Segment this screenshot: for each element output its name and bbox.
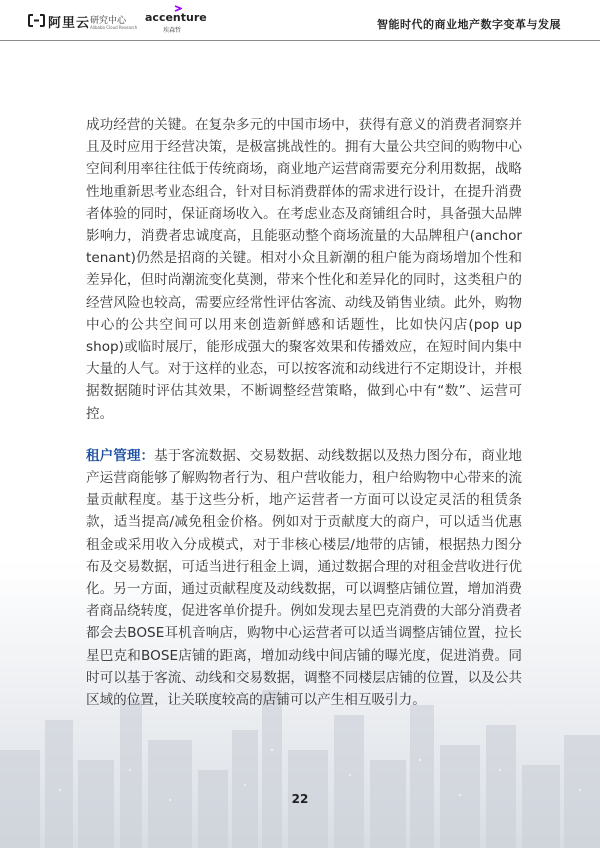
report-title: 智能时代的商业地产数字变革与发展	[377, 18, 561, 31]
main-content	[86, 114, 522, 711]
page-header	[0, 0, 600, 40]
alibaba-cloud-name: 阿里云	[48, 16, 91, 31]
tenant-management-text: 基于客流数据、交易数据、动线数据以及热力图分布，商业地产运营商能够了解购物者行为、租户营收能力，租户给购物中心带来的流量贡献程度。基于这些分析，地产运营者一方面可以设定灵活的租赁条款，适当提高/减免租金价格。例如对于贡献度大的商户，可以适当优惠租金或采用收入分成模式，对于非核心楼层/地带的店铺，根据热力图分布及交易数据，可适当进行租金上调，通过数据合理的对租金营收进行优化。另一方面，通过贡献程度及动线数据，可以调整店铺位置，增加消费者商品绕转度，促进客单价提升。例如发现去星巴克消费的大部分消费者都会去BOSE耳机音响店，购物中心运营者可以适当调整店铺位置，拉长星巴克和BOSE店铺的距离，增加动线中间店铺的曝光度，促进消费。同时可以基于客流、动线和交易数据，调整不同楼层店铺的位置，以及公共区域的位置，让关联度较高的店铺可以产生相互吸引力。	[86, 447, 523, 709]
body-paragraph-1: 成功经营的关键。在复杂多元的中国市场中，获得有意义的消费者洞察并且及时应用于经营决策，是极富挑战性的。拥有大量公共空间的购物中心空间利用率往往低于传统商场，商业地产运营商需要充分利用数据，战略性地重新思考业态组合，针对目标消费群体的需求进行设计，在提升消费者体验的同时，保证商场收入。在考虑业态及商铺组合时，具备强大品牌影响力，消费者忠诚度高，且能驱动整个商场流量的大品牌租户(anchor tenant)仍然是招商的关键。相对小众且新潮的租户能为商场增加个性和差异化，但时尚潮流变化莫测，带来个性化和差异化的同时，这类租户的经营风险也较高，需要应经常性评估客流、动线及销售业绩。此外，购物中心的公共空间可以用来创造新鲜感和话题性，比如快闪店(pop up shop)或临时展厅，能形成强大的聚客效果和传播效应，在短时间内集中大量的人气。对于这样的业态，可以按客流和动线进行不定期设计，并根据数据随时评估其效果，不断调整经营策略，做到心中有“数”、运营可控。	[86, 117, 522, 422]
tenant-management-label: 租户管理：	[86, 447, 155, 464]
alibaba-cloud-logo-icon	[28, 14, 45, 27]
alibaba-research-label: 研究中心	[90, 16, 127, 26]
accenture-chevron-icon	[174, 5, 182, 12]
page-number: 22	[291, 792, 309, 806]
header-divider	[0, 40, 600, 41]
accenture-name: accenture	[145, 11, 207, 24]
alibaba-research-english-label: Alibaba Cloud Research	[90, 25, 138, 30]
accenture-chinese-name: 埃森哲	[163, 27, 182, 34]
body-paragraph-2	[86, 445, 522, 711]
